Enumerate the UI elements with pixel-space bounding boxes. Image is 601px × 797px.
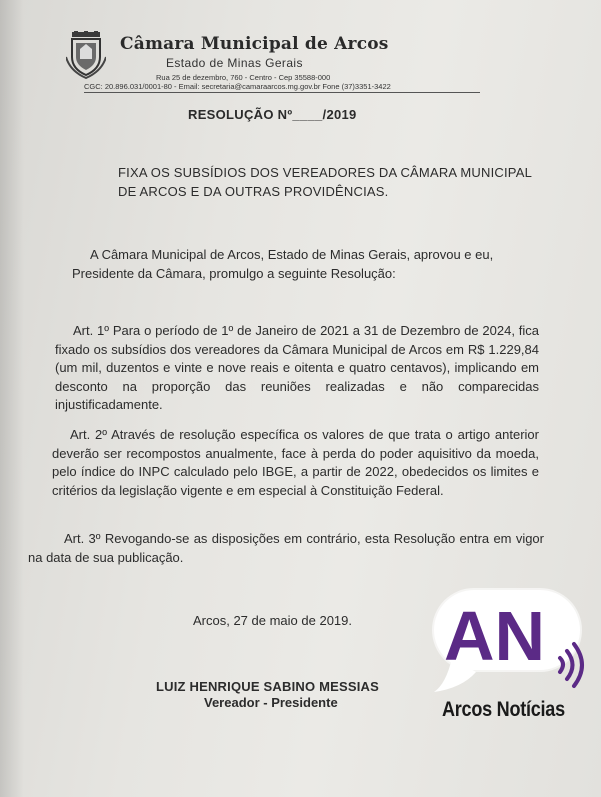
watermark-caption: Arcos Notícias [442,698,565,721]
ementa-paragraph: FIXA OS SUBSÍDIOS DOS VEREADORES DA CÂMARA MUNICIPAL DE ARCOS E DA OUTRAS PROVIDÊNCIAS. [118,165,532,199]
org-contact: CGC: 20.896.031/0001-80 - Email: secretaria@camaraarcos.mg.gov.br Fone (37)3351-3422 [84,82,391,91]
article-2-text: Art. 2º Através de resolução específica os valores de que trata o artigo anterior deverão ser recompostos anualmente, face à perda do poder aquisitivo da moeda, pelo índice do INPC calculado pelo IBGE, a partir de 2022, obedecidos os limites e critérios da legislação vigente e em especial à Constituição Federal. [52,427,539,498]
article-1-text: Art. 1º Para o período de 1º de Janeiro de 2021 a 31 de Dezembro de 2024, fica fixado os subsídios dos vereadores da Câmara Municipal de Arcos em R$ 1.229,84 (um mil, duzentos e vinte e nove reais e oitenta e quatro centavos), implicando em desconto na proporção das reuniões realizadas e não comparecidas injustificadamente. [55,323,539,412]
org-name: Câmara Municipal de Arcos [120,34,389,54]
article-1-paragraph [55,322,539,415]
signer-name: LUIZ HENRIQUE SABINO MESSIAS [156,679,380,694]
page-edge-shadow [0,0,24,797]
article-3-text: Art. 3º Revogando-se as disposições em contrário, esta Resolução entra em vigor na data de sua publicação. [28,531,544,565]
signal-waves-icon [560,644,582,686]
place-date: Arcos, 27 de maio de 2019. [193,613,352,628]
article-3-paragraph [28,530,544,567]
arcos-noticias-watermark [432,588,592,738]
an-logo-icon [432,588,592,700]
article-2-paragraph [52,426,539,500]
letterhead [58,28,488,98]
preamble-text: A Câmara Municipal de Arcos, Estado de Minas Gerais, aprovou e eu, Presidente da Câmara, promulgo a seguinte Resolução: [72,247,494,281]
preamble-paragraph [72,246,538,283]
resolution-title: RESOLUÇÃO Nº____/2019 [188,107,357,122]
municipal-crest-icon [66,31,106,79]
signer-role: Vereador - Presidente [204,695,338,710]
logo-letters: AN [444,597,546,675]
org-address: Rua 25 de dezembro, 760 - Centro - Cep 35588-000 [156,73,331,82]
header-divider [84,92,480,93]
org-state: Estado de Minas Gerais [166,56,303,70]
